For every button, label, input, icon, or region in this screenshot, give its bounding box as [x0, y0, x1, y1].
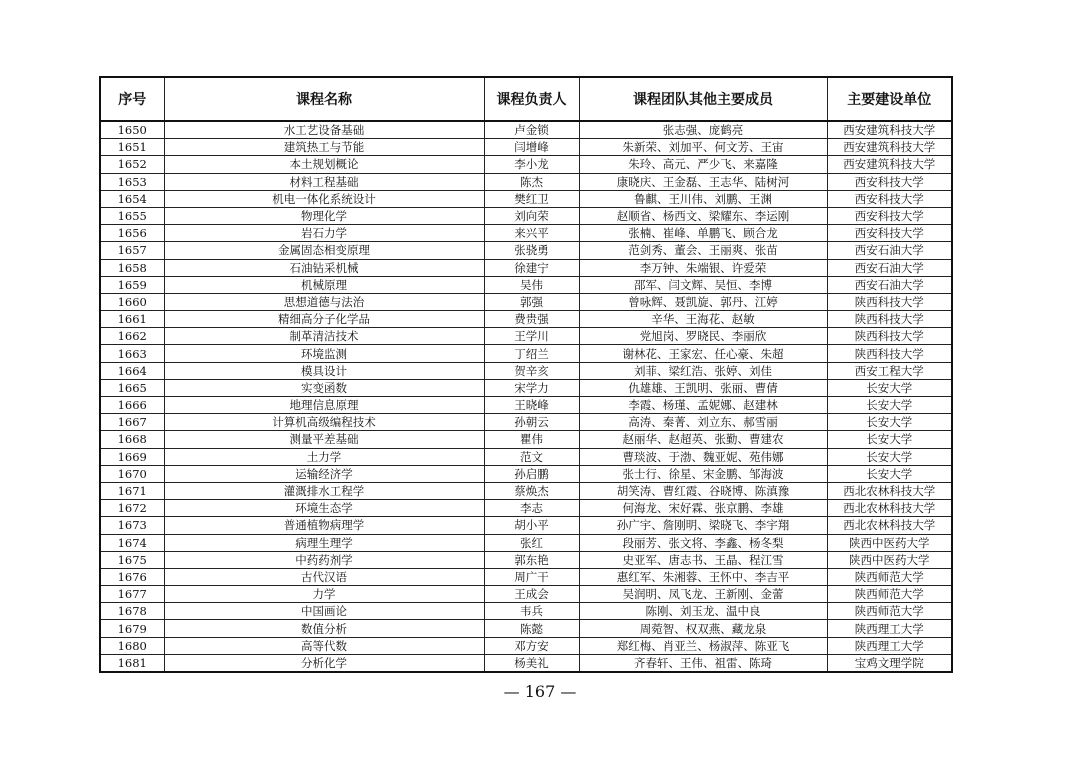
- cell-course-name: 古代汉语: [164, 568, 484, 585]
- cell-course-leader: 胡小平: [484, 517, 579, 534]
- cell-construction-unit: 长安大学: [827, 448, 952, 465]
- cell-course-leader: 徐建宁: [484, 259, 579, 276]
- cell-course-name: 金属固态相变原理: [164, 242, 484, 259]
- cell-team-members: 史亚军、唐志书、王晶、程江雪: [579, 551, 827, 568]
- cell-team-members: 曹琰波、于渤、魏亚妮、苑伟娜: [579, 448, 827, 465]
- cell-construction-unit: 陕西科技大学: [827, 345, 952, 362]
- cell-seq: 1655: [100, 207, 164, 224]
- cell-team-members: 康晓庆、王金磊、王志华、陆树河: [579, 173, 827, 190]
- cell-course-name: 岩石力学: [164, 225, 484, 242]
- cell-seq: 1657: [100, 242, 164, 259]
- cell-construction-unit: 陕西师范大学: [827, 603, 952, 620]
- table-row: [100, 500, 952, 517]
- cell-course-name: 普通植物病理学: [164, 517, 484, 534]
- table-row: [100, 414, 952, 431]
- cell-course-name: 思想道德与法治: [164, 293, 484, 310]
- cell-course-leader: 周广干: [484, 568, 579, 585]
- cell-construction-unit: 西北农林科技大学: [827, 482, 952, 499]
- table-row: [100, 431, 952, 448]
- table-row: [100, 465, 952, 482]
- cell-seq: 1669: [100, 448, 164, 465]
- cell-construction-unit: 西安科技大学: [827, 173, 952, 190]
- cell-course-leader: 费贵强: [484, 311, 579, 328]
- cell-team-members: 郑红梅、肖亚兰、杨淑萍、陈亚飞: [579, 637, 827, 654]
- cell-course-name: 病理生理学: [164, 534, 484, 551]
- cell-course-name: 数值分析: [164, 620, 484, 637]
- table-row: [100, 311, 952, 328]
- cell-seq: 1678: [100, 603, 164, 620]
- cell-course-name: 中国画论: [164, 603, 484, 620]
- cell-seq: 1667: [100, 414, 164, 431]
- cell-seq: 1662: [100, 328, 164, 345]
- cell-seq: 1661: [100, 311, 164, 328]
- cell-seq: 1654: [100, 190, 164, 207]
- cell-team-members: 陈刚、刘玉龙、温中良: [579, 603, 827, 620]
- cell-course-name: 石油钻采机械: [164, 259, 484, 276]
- cell-construction-unit: 长安大学: [827, 397, 952, 414]
- cell-construction-unit: 西安科技大学: [827, 207, 952, 224]
- cell-team-members: 党旭岗、罗晓民、李丽欣: [579, 328, 827, 345]
- table-row: [100, 620, 952, 637]
- cell-course-leader: 陈懿: [484, 620, 579, 637]
- cell-construction-unit: 西北农林科技大学: [827, 500, 952, 517]
- cell-seq: 1665: [100, 379, 164, 396]
- cell-construction-unit: 长安大学: [827, 465, 952, 482]
- cell-seq: 1676: [100, 568, 164, 585]
- cell-course-name: 土力学: [164, 448, 484, 465]
- cell-course-name: 机械原理: [164, 276, 484, 293]
- table-row: [100, 637, 952, 654]
- cell-seq: 1650: [100, 121, 164, 139]
- cell-course-leader: 范文: [484, 448, 579, 465]
- course-table: [99, 76, 953, 673]
- cell-construction-unit: 长安大学: [827, 379, 952, 396]
- cell-course-name: 材料工程基础: [164, 173, 484, 190]
- table-row: [100, 586, 952, 603]
- cell-team-members: 何海龙、宋好霖、张京鹏、李雄: [579, 500, 827, 517]
- cell-course-leader: 吴伟: [484, 276, 579, 293]
- table-row: [100, 259, 952, 276]
- header-team-members: 课程团队其他主要成员: [579, 77, 827, 121]
- cell-course-leader: 韦兵: [484, 603, 579, 620]
- table-row: [100, 225, 952, 242]
- cell-seq: 1664: [100, 362, 164, 379]
- cell-course-name: 实变函数: [164, 379, 484, 396]
- cell-team-members: 周菀智、权双燕、藏龙泉: [579, 620, 827, 637]
- table-row: [100, 121, 952, 139]
- cell-team-members: 张志强、庞鹤亮: [579, 121, 827, 139]
- cell-course-name: 地理信息原理: [164, 397, 484, 414]
- cell-course-name: 环境监测: [164, 345, 484, 362]
- table-body: [100, 121, 952, 672]
- table-row: [100, 568, 952, 585]
- cell-course-leader: 贺辛亥: [484, 362, 579, 379]
- table-row: [100, 293, 952, 310]
- table-row: [100, 242, 952, 259]
- table-row: [100, 362, 952, 379]
- cell-construction-unit: 西北农林科技大学: [827, 517, 952, 534]
- cell-course-name: 力学: [164, 586, 484, 603]
- cell-seq: 1673: [100, 517, 164, 534]
- cell-course-leader: 李小龙: [484, 156, 579, 173]
- cell-course-leader: 王晓峰: [484, 397, 579, 414]
- table-row: [100, 276, 952, 293]
- cell-construction-unit: 陕西中医药大学: [827, 551, 952, 568]
- cell-team-members: 孙广宇、詹刚明、梁晓飞、李宇翔: [579, 517, 827, 534]
- cell-team-members: 李万钟、朱端银、许爱荣: [579, 259, 827, 276]
- cell-course-leader: 张红: [484, 534, 579, 551]
- cell-course-leader: 卢金锁: [484, 121, 579, 139]
- cell-team-members: 刘菲、梁红浩、张婷、刘佳: [579, 362, 827, 379]
- cell-course-leader: 孙朝云: [484, 414, 579, 431]
- cell-course-name: 机电一体化系统设计: [164, 190, 484, 207]
- cell-course-leader: 陈杰: [484, 173, 579, 190]
- cell-team-members: 李霞、杨瑾、孟妮娜、赵建林: [579, 397, 827, 414]
- table-row: [100, 156, 952, 173]
- header-course-leader: 课程负责人: [484, 77, 579, 121]
- cell-team-members: 张楠、崔峰、单鹏飞、顾合龙: [579, 225, 827, 242]
- cell-course-leader: 蔡焕杰: [484, 482, 579, 499]
- cell-course-leader: 宋学力: [484, 379, 579, 396]
- cell-course-name: 环境生态学: [164, 500, 484, 517]
- table-row: [100, 173, 952, 190]
- cell-construction-unit: 西安石油大学: [827, 276, 952, 293]
- cell-course-name: 测量平差基础: [164, 431, 484, 448]
- cell-team-members: 谢林花、王家宏、任心豪、朱超: [579, 345, 827, 362]
- cell-seq: 1651: [100, 139, 164, 156]
- cell-seq: 1671: [100, 482, 164, 499]
- cell-construction-unit: 长安大学: [827, 431, 952, 448]
- cell-team-members: 惠红军、朱湘蓉、王怀中、李吉平: [579, 568, 827, 585]
- cell-team-members: 邵军、闫文辉、吴恒、李博: [579, 276, 827, 293]
- cell-team-members: 齐春轩、王伟、祖雷、陈琦: [579, 654, 827, 672]
- cell-course-name: 建筑热工与节能: [164, 139, 484, 156]
- cell-course-name: 高等代数: [164, 637, 484, 654]
- table-row: [100, 482, 952, 499]
- cell-construction-unit: 西安建筑科技大学: [827, 156, 952, 173]
- cell-seq: 1668: [100, 431, 164, 448]
- table-header-row: [100, 77, 952, 121]
- table-row: [100, 139, 952, 156]
- cell-seq: 1660: [100, 293, 164, 310]
- table-row: [100, 328, 952, 345]
- header-seq: 序号: [100, 77, 164, 121]
- cell-seq: 1677: [100, 586, 164, 603]
- table-row: [100, 448, 952, 465]
- cell-course-leader: 王成会: [484, 586, 579, 603]
- table-row: [100, 190, 952, 207]
- cell-course-leader: 丁绍兰: [484, 345, 579, 362]
- cell-course-leader: 杨美礼: [484, 654, 579, 672]
- cell-seq: 1663: [100, 345, 164, 362]
- cell-team-members: 鲁麒、王川伟、刘鹏、王渊: [579, 190, 827, 207]
- cell-team-members: 胡笑涛、曹红霞、谷晓博、陈滇豫: [579, 482, 827, 499]
- cell-construction-unit: 西安工程大学: [827, 362, 952, 379]
- cell-seq: 1656: [100, 225, 164, 242]
- cell-construction-unit: 西安建筑科技大学: [827, 121, 952, 139]
- cell-construction-unit: 陕西科技大学: [827, 293, 952, 310]
- cell-course-name: 本土规划概论: [164, 156, 484, 173]
- cell-team-members: 赵顺省、杨西文、梁耀东、李运刚: [579, 207, 827, 224]
- table-row: [100, 379, 952, 396]
- cell-course-leader: 郭强: [484, 293, 579, 310]
- cell-construction-unit: 陕西中医药大学: [827, 534, 952, 551]
- cell-team-members: 辛华、王海花、赵敏: [579, 311, 827, 328]
- cell-course-name: 中药药剂学: [164, 551, 484, 568]
- cell-seq: 1653: [100, 173, 164, 190]
- cell-seq: 1679: [100, 620, 164, 637]
- cell-seq: 1680: [100, 637, 164, 654]
- header-course-name: 课程名称: [164, 77, 484, 121]
- cell-construction-unit: 长安大学: [827, 414, 952, 431]
- cell-course-leader: 孙启鹏: [484, 465, 579, 482]
- cell-team-members: 曾咏辉、聂凯旋、郭丹、江婷: [579, 293, 827, 310]
- cell-course-name: 物理化学: [164, 207, 484, 224]
- cell-course-name: 精细高分子化学品: [164, 311, 484, 328]
- cell-course-leader: 樊红卫: [484, 190, 579, 207]
- cell-course-leader: 王学川: [484, 328, 579, 345]
- page-number: — 167 —: [503, 682, 577, 701]
- cell-construction-unit: 西安建筑科技大学: [827, 139, 952, 156]
- cell-course-leader: 张骁勇: [484, 242, 579, 259]
- cell-course-leader: 闫增峰: [484, 139, 579, 156]
- cell-seq: 1652: [100, 156, 164, 173]
- cell-construction-unit: 西安石油大学: [827, 259, 952, 276]
- cell-construction-unit: 宝鸡文理学院: [827, 654, 952, 672]
- cell-seq: 1672: [100, 500, 164, 517]
- header-construction-unit: 主要建设单位: [827, 77, 952, 121]
- cell-construction-unit: 西安石油大学: [827, 242, 952, 259]
- table-row: [100, 654, 952, 672]
- table-row: [100, 397, 952, 414]
- cell-construction-unit: 陕西科技大学: [827, 328, 952, 345]
- cell-seq: 1674: [100, 534, 164, 551]
- cell-team-members: 朱新荣、刘加平、何文芳、王宙: [579, 139, 827, 156]
- cell-team-members: 吴润明、凤飞龙、王新刚、金蕾: [579, 586, 827, 603]
- cell-construction-unit: 陕西师范大学: [827, 568, 952, 585]
- cell-team-members: 高涛、秦菁、刘立东、郝雪丽: [579, 414, 827, 431]
- table-row: [100, 345, 952, 362]
- cell-team-members: 段丽芳、张文将、李鑫、杨冬梨: [579, 534, 827, 551]
- cell-team-members: 张士行、徐星、宋金鹏、邹海波: [579, 465, 827, 482]
- cell-course-name: 分析化学: [164, 654, 484, 672]
- cell-course-name: 水工艺设备基础: [164, 121, 484, 139]
- cell-seq: 1659: [100, 276, 164, 293]
- cell-team-members: 朱玲、高元、严少飞、来嘉隆: [579, 156, 827, 173]
- cell-course-leader: 邓方安: [484, 637, 579, 654]
- cell-course-leader: 李志: [484, 500, 579, 517]
- cell-seq: 1681: [100, 654, 164, 672]
- cell-construction-unit: 陕西理工大学: [827, 637, 952, 654]
- cell-course-name: 计算机高级编程技术: [164, 414, 484, 431]
- cell-seq: 1675: [100, 551, 164, 568]
- cell-construction-unit: 陕西科技大学: [827, 311, 952, 328]
- table-row: [100, 517, 952, 534]
- table-row: [100, 551, 952, 568]
- cell-construction-unit: 西安科技大学: [827, 190, 952, 207]
- cell-course-name: 模具设计: [164, 362, 484, 379]
- cell-seq: 1670: [100, 465, 164, 482]
- cell-course-name: 运输经济学: [164, 465, 484, 482]
- table-row: [100, 207, 952, 224]
- cell-course-name: 制革清洁技术: [164, 328, 484, 345]
- cell-course-name: 灌溉排水工程学: [164, 482, 484, 499]
- table-row: [100, 603, 952, 620]
- cell-seq: 1666: [100, 397, 164, 414]
- cell-team-members: 仇雄雄、王凯明、张丽、曹倩: [579, 379, 827, 396]
- table-row: [100, 534, 952, 551]
- cell-team-members: 范剑秀、董会、王丽爽、张苗: [579, 242, 827, 259]
- cell-course-leader: 刘向荣: [484, 207, 579, 224]
- cell-construction-unit: 西安科技大学: [827, 225, 952, 242]
- cell-construction-unit: 陕西理工大学: [827, 620, 952, 637]
- cell-course-leader: 瞿伟: [484, 431, 579, 448]
- cell-team-members: 赵丽华、赵超英、张勤、曹建农: [579, 431, 827, 448]
- cell-seq: 1658: [100, 259, 164, 276]
- cell-course-leader: 郭东艳: [484, 551, 579, 568]
- cell-course-leader: 来兴平: [484, 225, 579, 242]
- cell-construction-unit: 陕西师范大学: [827, 586, 952, 603]
